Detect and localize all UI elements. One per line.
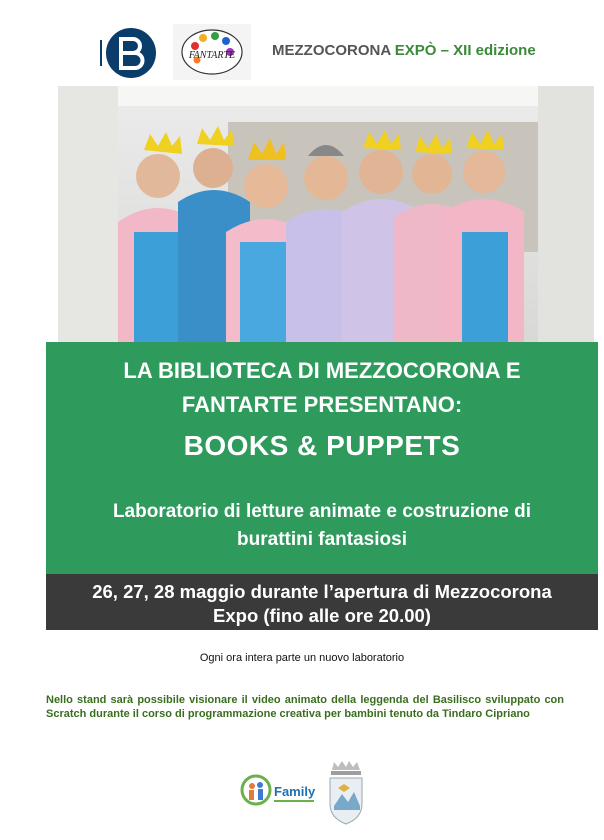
family-logo-icon bbox=[240, 770, 318, 814]
family-logo-text: Family bbox=[274, 784, 316, 799]
event-title: BOOKS & PUPPETS bbox=[183, 430, 461, 461]
header-title-edition: – XII edizione bbox=[440, 42, 536, 59]
fantarte-logo-icon bbox=[173, 24, 251, 80]
program-banner bbox=[46, 342, 598, 574]
dates-band bbox=[46, 574, 598, 630]
event-subtitle bbox=[76, 498, 568, 554]
header-title bbox=[272, 42, 536, 59]
subtitle-line-2: burattini fantasiosi bbox=[237, 529, 407, 550]
intro-text bbox=[46, 354, 598, 422]
b-logo-icon bbox=[100, 26, 156, 82]
header-title-expo: EXPÒ bbox=[394, 42, 437, 59]
dates-line-2: Expo (fino alle ore 20.00) bbox=[213, 605, 431, 626]
dates-line-1: 26, 27, 28 maggio durante l’apertura di Mezzocorona bbox=[92, 581, 552, 602]
event-dates bbox=[46, 580, 598, 628]
intro-line-1: LA BIBLIOTECA DI MEZZOCORONA E bbox=[123, 358, 521, 383]
municipal-crest-icon bbox=[326, 760, 366, 826]
hourly-note: Ogni ora intera parte un nuovo laboratorio bbox=[199, 652, 405, 664]
subtitle-line-1: Laboratorio di letture animate e costruzione di bbox=[112, 501, 532, 522]
stand-note: Nello stand sarà possibile visionare il video animato della leggenda del Basilisco sviluppato con Scratch durante il corso di programmazione creativa per bambini tenuto da Tindaro Cipriano bbox=[46, 694, 564, 720]
group-photo bbox=[58, 86, 594, 342]
header-title-main: MEZZOCORONA bbox=[272, 42, 391, 59]
intro-line-2: FANTARTE PRESENTANO: bbox=[181, 392, 463, 417]
fantarte-logo-text: FANTARTE bbox=[188, 50, 236, 61]
header bbox=[0, 0, 604, 84]
